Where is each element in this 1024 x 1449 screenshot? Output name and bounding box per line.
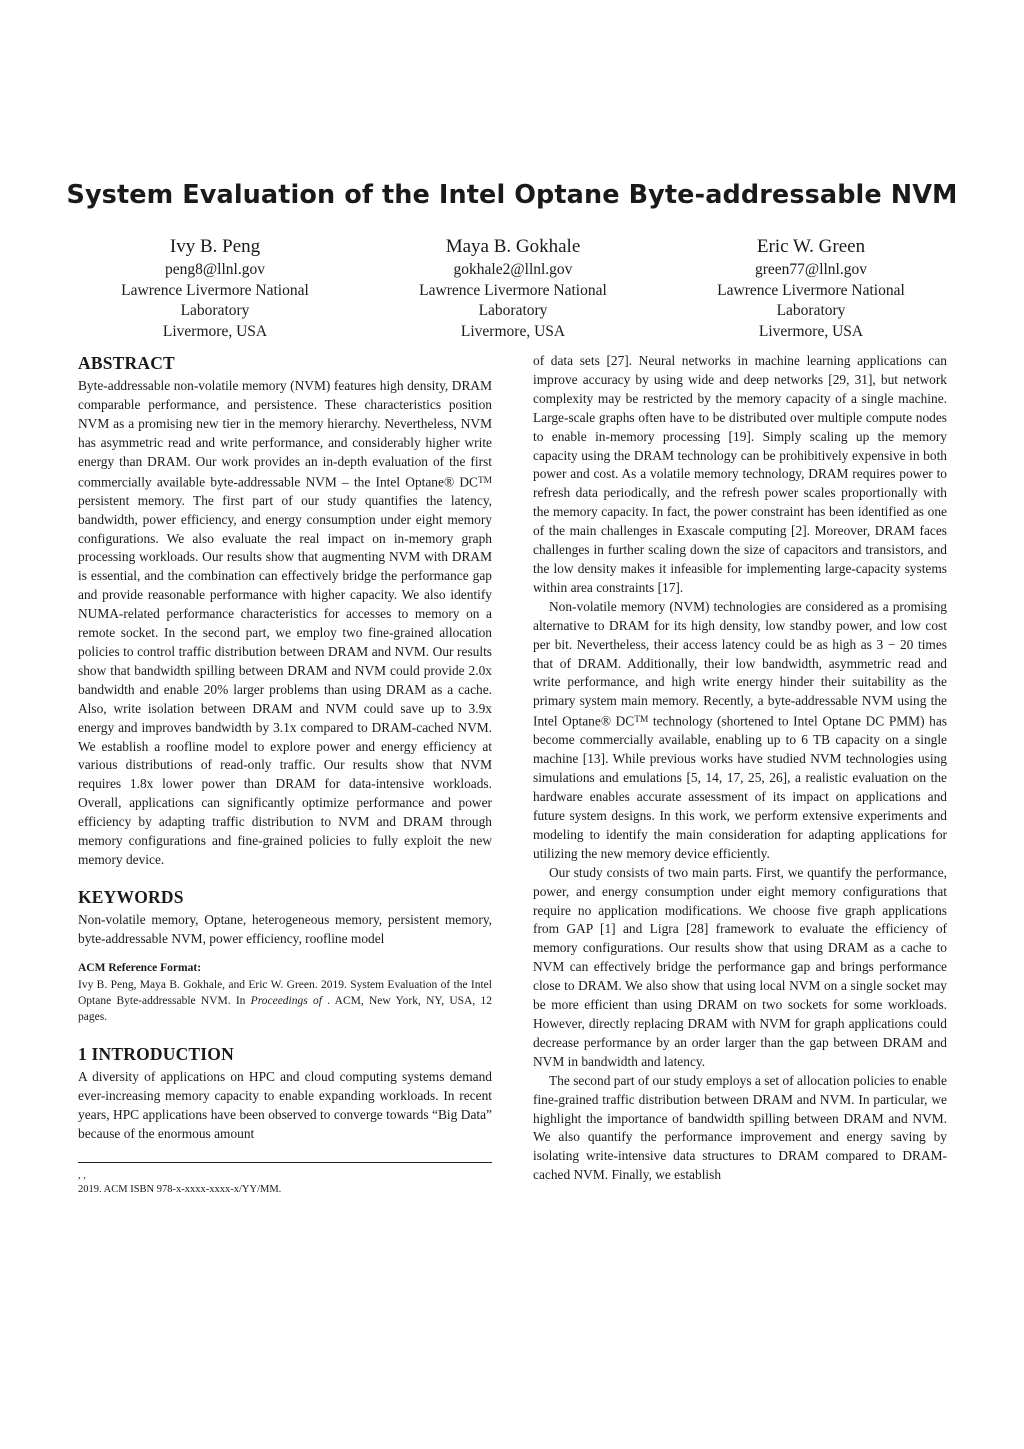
introduction-heading: 1 INTRODUCTION [78,1043,234,1064]
keywords-text: Non-volatile memory, Optane, heterogeneous memory, persistent memory, byte-addressable NVM, power efficiency, roofline model [78,911,492,946]
introduction-paragraph-cont: of data sets [27]. Neural networks in machine learning applications can improve accuracy by using wide and deep networks [29, 31], but network complexity may be restricted by the memory capacity of a single machine. Large-scale graphs often have to be distributed over multiple compute nodes to enable in-memory processing [19]. Simply scaling up the memory capacity using the DRAM technology can be prohibitively expensive in both power and cost. As a volatile memory technology, DRAM requires power to refresh data periodically, and the refresh power scales proportionally with the memory capacity. In fact, the power constraint has been identified as one of the main challenges in Exascale computing [2]. Moreover, DRAM faces challenges in further scaling down the size of capacitors and transistors, and the low density makes it infeasible for implementing large-capacity systems within area constraints [17]. [533,353,947,595]
introduction-paragraph: Non-volatile memory (NVM) technologies are considered as a promising alternative to DRAM for its high density, low standby power, and low cost per bit. Nevertheless, their access latency could be as high as 3 − 20 times that of DRAM. Additionally, their low bandwidth, asymmetric read and write performance, and high write energy hinder their suitability as the primary system main memory. Recently, a byte-addressable NVM using the Intel Optane® DC™ technology (shortened to Intel Optane DC PMM) has become commercially available, enabling up to 6 TB capacity on a single machine [13]. While previous works have studied NVM technologies using simulations and emulations [5, 14, 17, 25, 26], a realistic evaluation on the hardware enables accurate assessment of its impact on applications and future system designs. In this work, we perform extensive experiments and modeling to identify the main consideration for adapting applications for utilizing the new memory device efficiently. [533,598,947,861]
author-email: peng8@llnl.gov [165,261,265,278]
author-affiliation: Lawrence Livermore National [419,281,607,299]
acm-reference-text: Ivy B. Peng, Maya B. Gokhale, and Eric W. Green. 2019. System Evaluation of the Intel Optane Byte-addressable NVM. In Proceedings of . ACM, New York, NY, USA, 12 pages. [78,978,492,1024]
author-name: Ivy B. Peng [169,236,261,257]
author-card [676,234,946,342]
introduction-paragraph: The second part of our study employs a set of allocation policies to enable fine-grained traffic distribution between DRAM and NVM. In particular, we highlight the importance of bandwidth spilling between DRAM and NVM. We also quantify the performance improvement and energy saving by isolating write-intensive data structures to DRAM compared to DRAM-cached NVM. Finally, we establish [533,1072,947,1183]
author-affiliation-cont: Laboratory [180,302,250,319]
author-email: green77@llnl.gov [755,261,867,278]
author-email: gokhale2@llnl.gov [453,261,573,278]
author-location: Livermore, USA [162,322,268,340]
author-affiliation: Lawrence Livermore National [717,281,905,299]
author-card [80,234,350,342]
author-affiliation-cont: Laboratory [478,302,548,319]
author-name: Maya B. Gokhale [445,236,581,257]
left-column [78,352,492,1197]
acm-reference-label: ACM Reference Format: [78,961,202,974]
trademark-mark: TM [634,715,649,726]
introduction-paragraph: A diversity of applications on HPC and cloud computing systems demand ever-increasing memory capacity to enable expanding workloads. In recent years, HPC applications have been observed to converge towards “Big Data” because of the enormous amount [78,1068,492,1141]
footnote-line: , , [78,1169,86,1181]
author-location: Livermore, USA [758,322,864,340]
author-card [378,234,648,342]
right-column [533,352,947,1185]
paper-title: System Evaluation of the Intel Optane Byte-addressable NVM [66,180,958,210]
introduction-paragraph: Our study consists of two main parts. First, we quantify the performance, power, and energy consumption under eight memory configurations that require no application modifications. We choose five graph applications from GAP [1] and Ligra [28] framework to evaluate the efficiency of memory configurations. Our results show that using DRAM as a cache to NVM can effectively bridge the performance gap and brings performance close to DRAM. We also show that using local NVM on a single socket may be more efficient than using DRAM on two sockets for some workloads. However, directly replacing DRAM with NVM for graph applications could decrease performance by an order larger than the gap between DRAM and NVM in bandwidth and latency. [533,864,947,1069]
author-name: Eric W. Green [756,236,866,257]
trademark-mark: TM [477,475,492,486]
author-location: Livermore, USA [460,322,566,340]
keywords-heading: KEYWORDS [78,886,184,907]
abstract-text: Byte-addressable non-volatile memory (NVM) features high density, DRAM comparable performance, and persistence. These characteristics position NVM as a promising new tier in the memory hierarchy. Nevertheless, NVM has asymmetric read and write performance, and considerably higher write energy than DRAM. Our work provides an in-depth evaluation of the first commercially available byte-addressable NVM – the Intel Optane® DC™ persistent memory. The first part of our study quantifies the latency, bandwidth, power efficiency, and energy consumption under eight memory configurations. We also evaluate the real impact on in-memory graph processing workloads. Our results show that augmenting NVM with DRAM is essential, and the combination can effectively bridge the performance gap and provide reasonable performance with higher capacity. We also identify NUMA-related performance characteristics for accesses to memory on a remote socket. In the second part, we employ two fine-grained allocation policies to control traffic distribution between DRAM and NVM. Our results show that bandwidth spilling between DRAM and NVM could provide 2.0x bandwidth and enable 20% larger problems than using DRAM as a cache. Also, write isolation between DRAM and NVM could save up to 3.9x energy and improves bandwidth by 3.1x compared to DRAM-cached NVM. We establish a roofline model to explore power and energy efficiency at various distributions of read-only traffic. Our results show that NVM requires 1.8x lower power than DRAM for data-intensive workloads. Overall, applications can significantly optimize performance and power efficiency by adapting traffic distribution to NVM and DRAM through memory configurations and fine-grained policies to fully exploit the new memory device. [78,378,492,867]
proceedings-title: Proceedings of [250,995,322,1008]
author-block [80,234,946,342]
abstract-heading: ABSTRACT [78,353,175,373]
footnote-isbn: 2019. ACM ISBN 978-x-xxxx-xxxx-x/YY/MM. [78,1183,282,1195]
author-affiliation: Lawrence Livermore National [121,281,309,299]
author-affiliation-cont: Laboratory [776,302,846,319]
